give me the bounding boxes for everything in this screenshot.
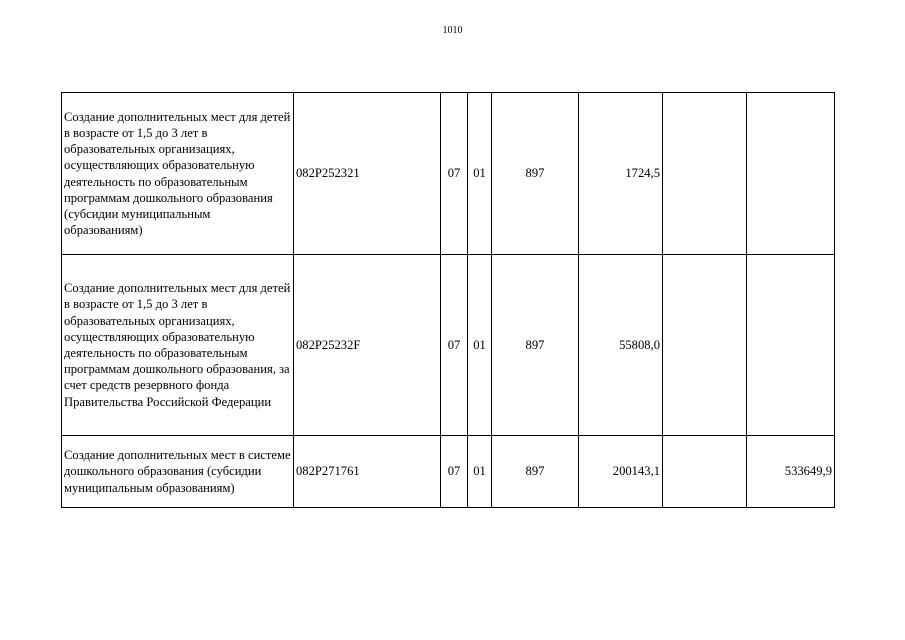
row-subsection: 01: [468, 255, 492, 436]
row-ved: 897: [492, 93, 579, 255]
row-description: Создание дополнительных мест для детей в возрасте от 1,5 до 3 лет в образовательных организациях, осуществляющих образовательную деятельность по образовательным программам дошкольного образования, за счет средств резервного фонда Правительства Российской Федерации: [62, 255, 294, 436]
table-row: [62, 255, 835, 436]
table-row: [62, 93, 835, 255]
row-description: Создание дополнительных мест в системе дошкольного образования (субсидии муниципальным образованиям): [62, 436, 294, 508]
row-ved: 897: [492, 255, 579, 436]
row-value-2: [663, 436, 747, 508]
row-code: 082P25232F: [294, 255, 441, 436]
row-subsection: 01: [468, 93, 492, 255]
row-value-3: [747, 93, 835, 255]
table-row: [62, 436, 835, 508]
page-number: 1010: [442, 25, 463, 36]
row-value-3: 533649,9: [747, 436, 835, 508]
row-code: 082P271761: [294, 436, 441, 508]
row-section: 07: [441, 436, 468, 508]
row-value-1: 200143,1: [579, 436, 663, 508]
row-value-3: [747, 255, 835, 436]
row-section: 07: [441, 93, 468, 255]
row-value-1: 1724,5: [579, 93, 663, 255]
row-ved: 897: [492, 436, 579, 508]
row-value-1: 55808,0: [579, 255, 663, 436]
row-value-2: [663, 255, 747, 436]
budget-table: [61, 92, 835, 508]
row-code: 082P252321: [294, 93, 441, 255]
row-value-2: [663, 93, 747, 255]
row-section: 07: [441, 255, 468, 436]
row-subsection: 01: [468, 436, 492, 508]
row-description: Создание дополнительных мест для детей в возрасте от 1,5 до 3 лет в образовательных организациях, осуществляющих образовательную деятельность по образовательным программам дошкольного образования (субсидии муниципальным образованиям): [62, 93, 294, 255]
